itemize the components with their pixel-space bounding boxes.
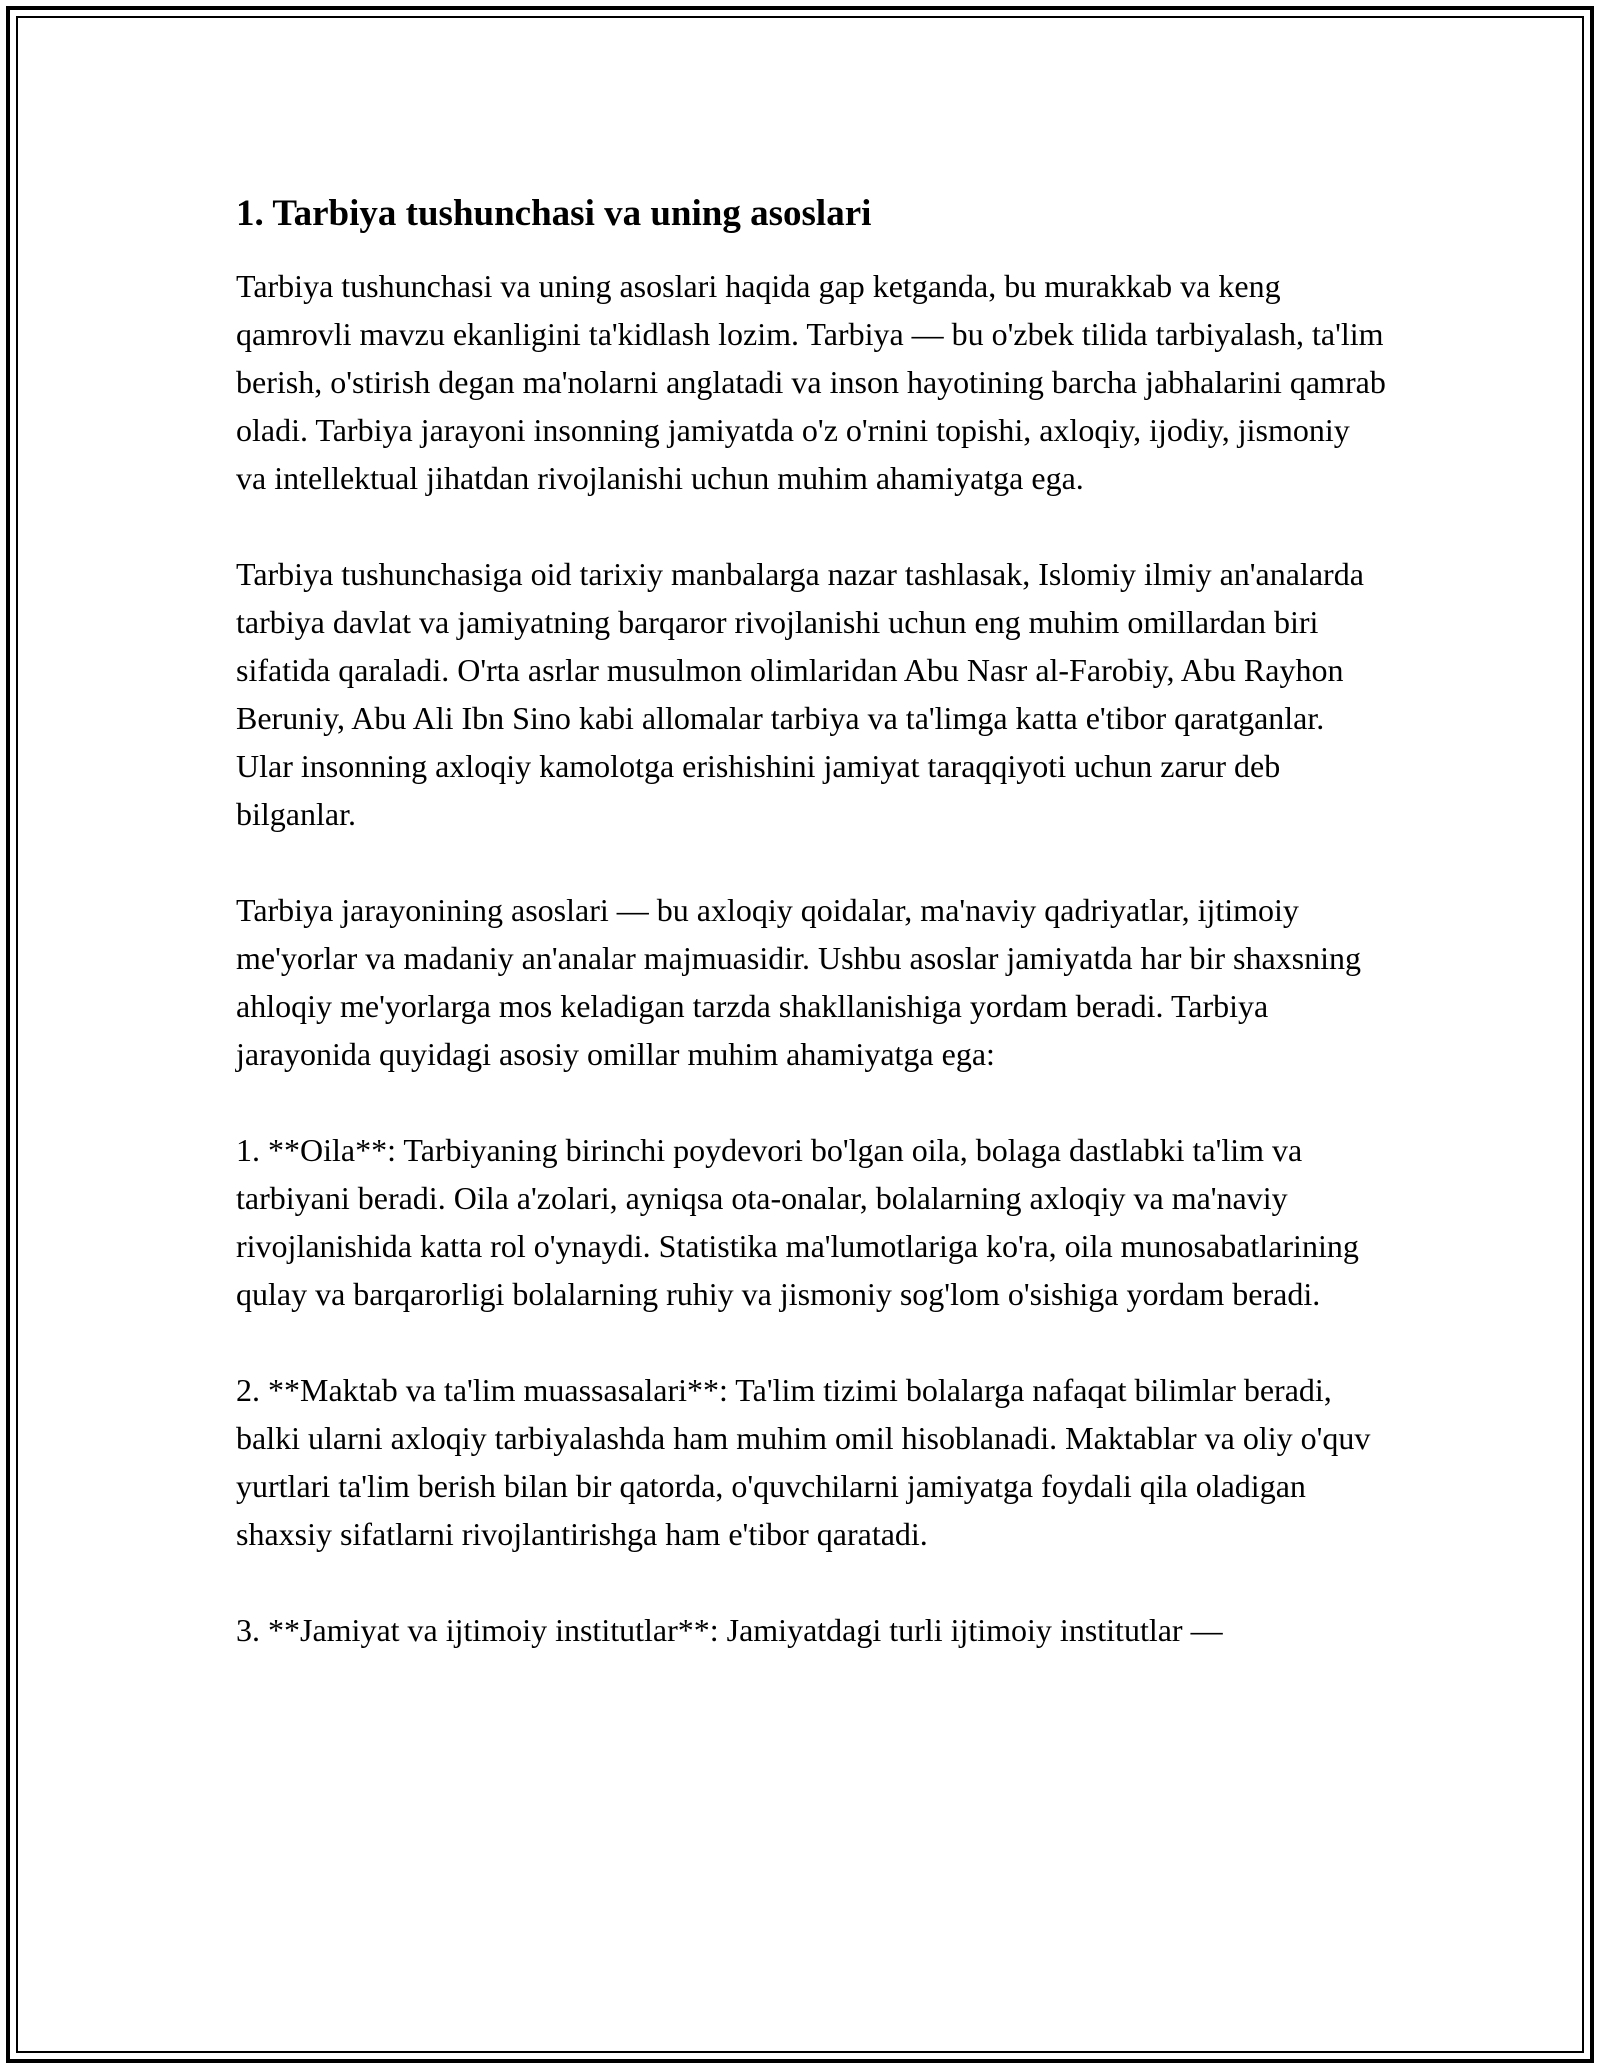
- list-item-society: 3. **Jamiyat va ijtimoiy institutlar**: Jamiyatdagi turli ijtimoiy institutlar —: [236, 1612, 1223, 1648]
- section-heading: 1. Tarbiya tushunchasi va uning asoslari: [236, 193, 872, 234]
- paragraph-history: Tarbiya tushunchasiga oid tarixiy manbalarga nazar tashlasak, Islomiy ilmiy an'analarda tarbiya davlat va jamiyatning barqaror rivojlanishi uchun eng muhim omillardan biri sifatida qaraladi. O'rta asrlar musulmon olimlaridan Abu Nasr al-Farobiy, Abu Rayhon Beruniy, Abu Ali Ibn Sino kabi allomalar tarbiya va ta'limga katta e'tibor qaratganlar. Ular insonning axloqiy kamolotga erishishini jamiyat taraqqiyoti uchun zarur deb bilganlar.: [236, 556, 1364, 832]
- list-item-family: 1. **Oila**: Tarbiyaning birinchi poydevori bo'lgan oila, bolaga dastlabki ta'lim va tarbiyani beradi. Oila a'zolari, ayniqsa ota-onalar, bolalarning axloqiy va ma'naviy rivojlanishida katta rol o'ynaydi. Statistika ma'lumotlariga ko'ra, oila munosabatlarining qulay va barqarorligi bolalarning ruhiy va jismoniy sog'lom o'sishiga yordam beradi.: [236, 1132, 1359, 1312]
- list-item-school: 2. **Maktab va ta'lim muassasalari**: Ta'lim tizimi bolalarga nafaqat bilimlar beradi, balki ularni axloqiy tarbiyalashda ham muhim omil hisoblanadi. Maktablar va oliy o'quv yurtlari ta'lim berish bilan bir qatorda, o'quvchilarni jamiyatga foydali qila oladigan shaxsiy sifatlarni rivojlantirishga ham e'tibor qaratadi.: [236, 1372, 1371, 1552]
- paragraph-intro: Tarbiya tushunchasi va uning asoslari haqida gap ketganda, bu murakkab va keng qamrovli mavzu ekanligini ta'kidlash lozim. Tarbiya — bu o'zbek tilida tarbiyalash, ta'lim berish, o'stirish degan ma'nolarni anglatadi va inson hayotining barcha jabhalarini qamrab oladi. Tarbiya jarayoni insonning jamiyatda o'z o'rnini topishi, axloqiy, ijodiy, jismoniy va intellektual jihatdan rivojlanishi uchun muhim ahamiyatga ega.: [236, 268, 1386, 496]
- document-body: [236, 186, 1386, 1654]
- paragraph-foundations: Tarbiya jarayonining asoslari — bu axloqiy qoidalar, ma'naviy qadriyatlar, ijtimoiy me'yorlar va madaniy an'analar majmuasidir. Ushbu asoslar jamiyatda har bir shaxsning ahloqiy me'yorlarga mos keladigan tarzda shakllanishiga yordam beradi. Tarbiya jarayonida quyidagi asosiy omillar muhim ahamiyatga ega:: [236, 892, 1361, 1072]
